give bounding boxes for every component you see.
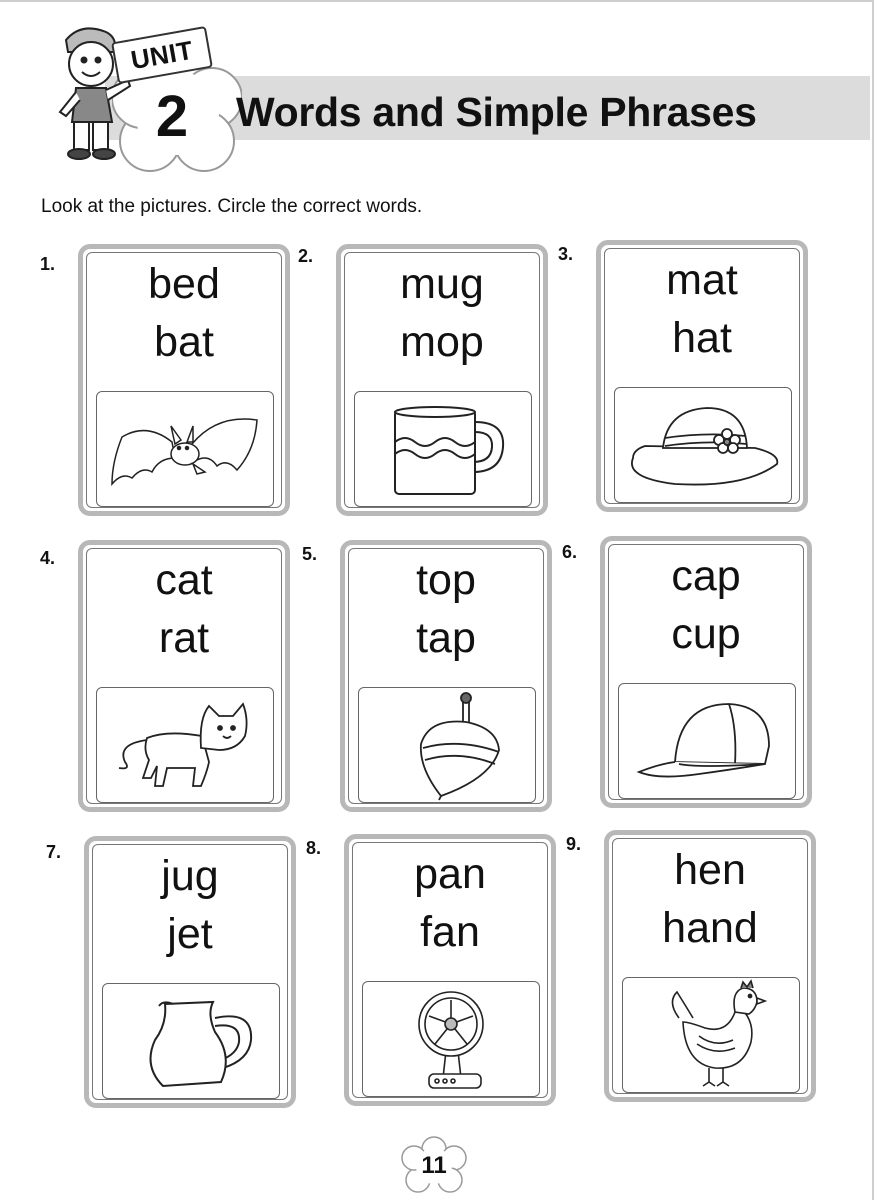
word-option[interactable]: fan [420, 908, 480, 956]
word-card [344, 834, 556, 1106]
word-card [340, 540, 552, 812]
picture-frame [362, 981, 540, 1097]
hen-icon [623, 978, 798, 1091]
picture-frame [358, 687, 536, 803]
picture-frame [618, 683, 796, 799]
picture-frame [102, 983, 280, 1099]
item-number: 7. [46, 842, 62, 862]
item-number: 3. [558, 244, 574, 264]
word-option[interactable]: cat [155, 556, 213, 604]
word-card [336, 244, 548, 516]
word-option[interactable]: mat [666, 256, 738, 304]
word-option[interactable]: bed [148, 260, 220, 308]
page-number: 11 [421, 1152, 447, 1179]
word-option[interactable]: mug [400, 260, 484, 308]
word-card [600, 536, 812, 808]
word-card [84, 836, 296, 1108]
word-option[interactable]: mop [400, 318, 484, 366]
word-option[interactable]: bat [154, 318, 214, 366]
hat-icon [615, 388, 790, 501]
item-number: 8. [306, 838, 322, 858]
bat-icon [97, 392, 272, 505]
picture-frame [354, 391, 532, 507]
word-option[interactable]: hat [672, 314, 732, 362]
word-card [604, 830, 816, 1102]
word-option[interactable]: pan [414, 850, 486, 898]
cap-icon [619, 684, 794, 797]
fan-icon [363, 982, 538, 1095]
item-number: 5. [302, 544, 318, 564]
word-option[interactable]: hen [674, 846, 746, 894]
word-option[interactable]: tap [416, 614, 476, 662]
word-option[interactable]: cap [671, 552, 741, 600]
unit-label: UNIT [111, 26, 213, 84]
picture-frame [96, 687, 274, 803]
picture-frame [614, 387, 792, 503]
word-card [78, 540, 290, 812]
item-number: 1. [40, 254, 56, 274]
word-option[interactable]: jet [167, 910, 213, 958]
cat-icon [97, 688, 272, 801]
item-number: 6. [562, 542, 578, 562]
unit-number: 2 [155, 83, 189, 149]
mug-icon [355, 392, 530, 505]
item-number: 9. [566, 834, 582, 854]
word-option[interactable]: hand [662, 904, 758, 952]
picture-frame [96, 391, 274, 507]
instruction-text: Look at the pictures. Circle the correct words. [41, 196, 423, 217]
page-title: Words and Simple Phrases [236, 89, 757, 135]
jug-icon [103, 984, 278, 1097]
word-option[interactable]: jug [161, 852, 219, 900]
spinning-top-icon [359, 688, 534, 801]
item-number: 4. [40, 548, 56, 568]
word-option[interactable]: cup [671, 610, 741, 658]
picture-frame [622, 977, 800, 1093]
word-option[interactable]: rat [158, 614, 210, 662]
item-number: 2. [298, 246, 314, 266]
word-card [596, 240, 808, 512]
word-option[interactable]: top [416, 556, 476, 604]
word-card [78, 244, 290, 516]
